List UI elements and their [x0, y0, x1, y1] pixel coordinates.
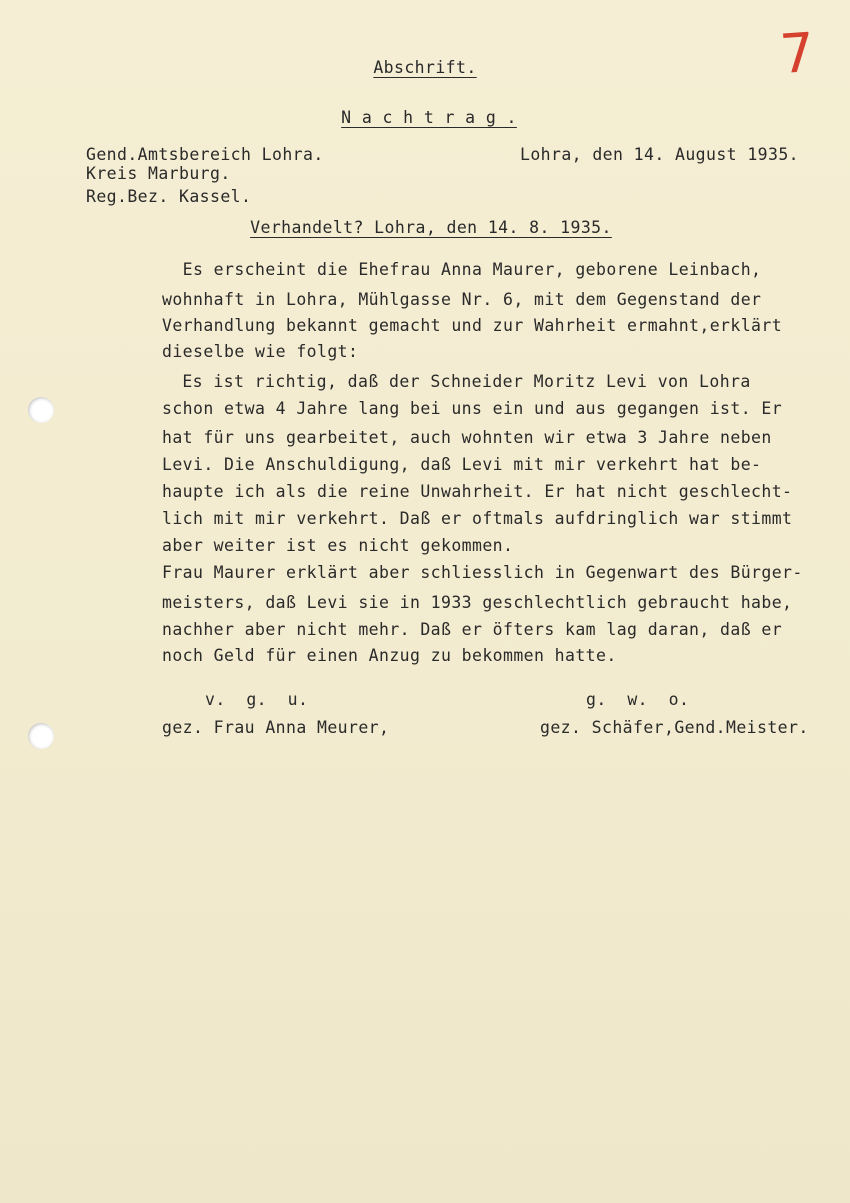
- body-line: hat für uns gearbeitet, auch wohnten wir etwa 3 Jahre neben: [162, 428, 772, 447]
- body-line: aber weiter ist es nicht gekommen.: [162, 536, 514, 555]
- body-line: haupte ich als die reine Unwahrheit. Er hat nicht geschlecht-: [162, 482, 793, 501]
- punch-hole-bottom: [28, 723, 54, 749]
- page-number: 7: [777, 20, 817, 87]
- header-left-line-1: Gend.Amtsbereich Lohra.: [86, 145, 324, 164]
- header-left-line-3: Reg.Bez. Kassel.: [86, 187, 252, 206]
- document-title: Abschrift.: [373, 58, 477, 77]
- header-left-line-2: Kreis Marburg.: [86, 164, 231, 183]
- signature-right-abbr: g. w. o.: [586, 690, 690, 709]
- body-line: schon etwa 4 Jahre lang bei uns ein und aus gegangen ist. Er: [162, 399, 783, 418]
- body-line: Verhandlung bekannt gemacht und zur Wahrheit ermahnt,erklärt: [162, 316, 783, 335]
- body-line: wohnhaft in Lohra, Mühlgasse Nr. 6, mit dem Gegenstand der: [162, 290, 762, 309]
- header-date: Lohra, den 14. August 1935.: [520, 145, 800, 164]
- body-line: Frau Maurer erklärt aber schliesslich in Gegenwart des Bürger-: [162, 563, 803, 582]
- body-line: dieselbe wie folgt:: [162, 342, 359, 361]
- body-line: nachher aber nicht mehr. Daß er öfters kam lag daran, daß er: [162, 620, 783, 639]
- body-line: Es ist richtig, daß der Schneider Moritz Levi von Lohra: [172, 372, 751, 391]
- signature-left-abbr: v. g. u.: [205, 690, 309, 709]
- body-line: meisters, daß Levi sie in 1933 geschlechtlich gebraucht habe,: [162, 593, 793, 612]
- body-line: noch Geld für einen Anzug zu bekommen hatte.: [162, 646, 617, 665]
- signature-right-name: gez. Schäfer,Gend.Meister.: [540, 718, 809, 737]
- document-subtitle: N a c h t r a g .: [341, 108, 517, 127]
- body-line: lich mit mir verkehrt. Daß er oftmals aufdringlich war stimmt: [162, 509, 793, 528]
- body-line: Es erscheint die Ehefrau Anna Maurer, geborene Leinbach,: [162, 260, 762, 279]
- body-line: Levi. Die Anschuldigung, daß Levi mit mir verkehrt hat be-: [162, 455, 762, 474]
- punch-hole-top: [28, 397, 54, 423]
- signature-left-name: gez. Frau Anna Meurer,: [162, 718, 390, 737]
- section-heading: Verhandelt? Lohra, den 14. 8. 1935.: [250, 218, 612, 237]
